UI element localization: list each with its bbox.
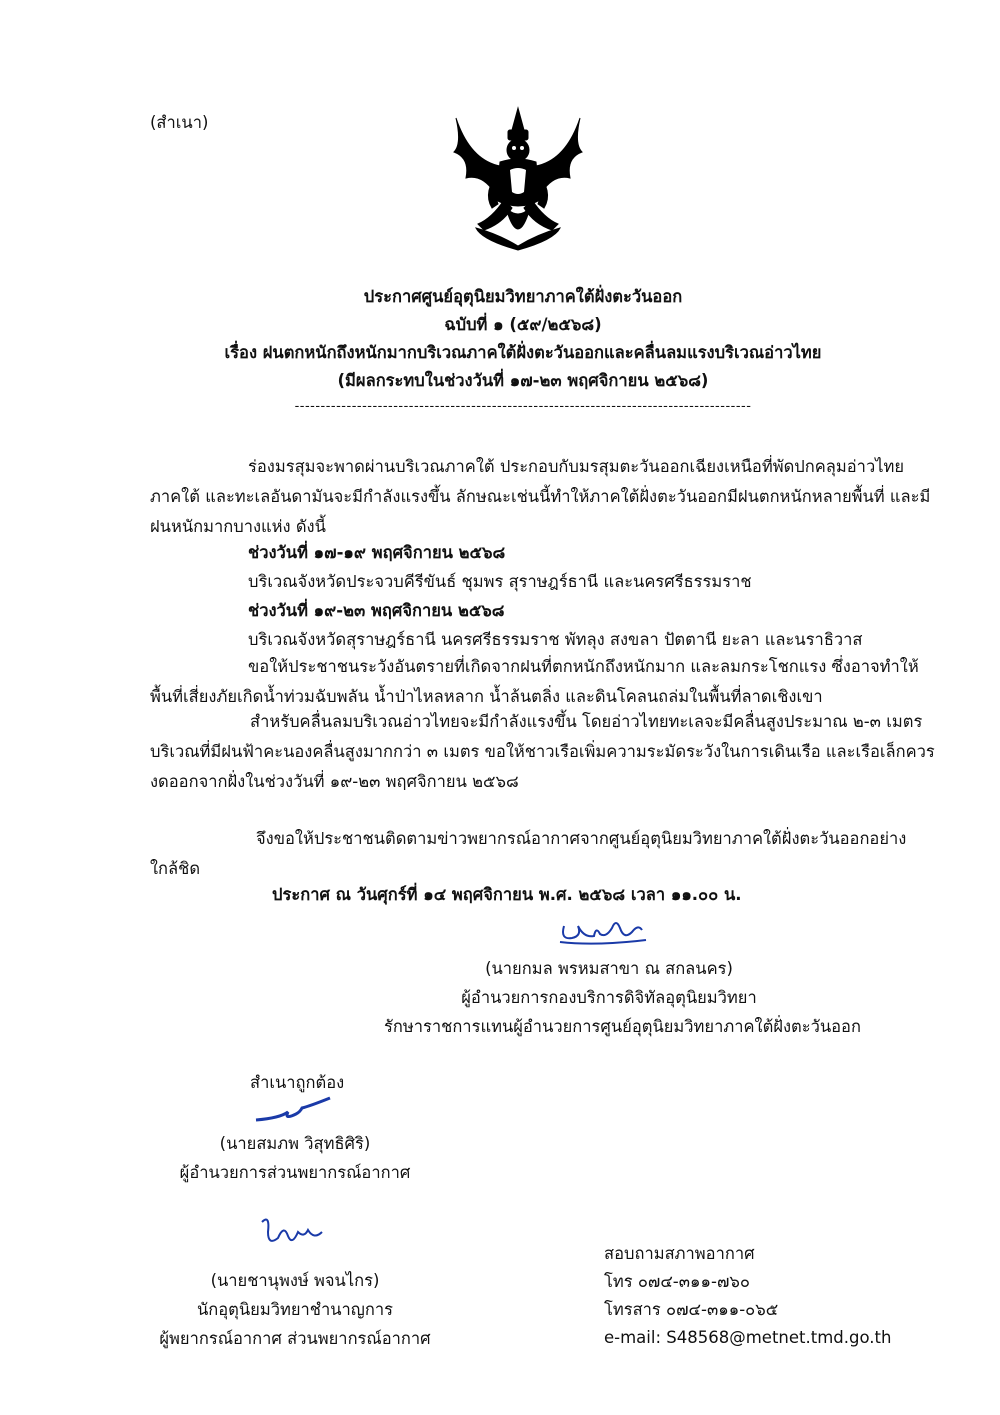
announcement-title: ประกาศศูนย์อุตุนิยมวิทยาภาคใต้ฝั่งตะวันออก xyxy=(363,287,683,306)
director-position: ผู้อำนวยการกองบริการดิจิทัลอุตุนิยมวิทยา xyxy=(461,988,757,1007)
certifier-position: ผู้อำนวยการส่วนพยากรณ์อากาศ xyxy=(179,1163,411,1182)
announcement-issue: ฉบับที่ ๑ (๕๙/๒๕๖๘) xyxy=(444,315,602,334)
waves-warning-paragraph xyxy=(150,707,935,797)
paragraph-line: จึงขอให้ประชาชนติดตามข่าวพยากรณ์อากาศจากศูนย์อุตุนิยมวิทยาภาคใต้ฝั่งตะวันออกอย่าง xyxy=(256,829,907,848)
copy-label: (สำเนา) xyxy=(150,113,209,132)
director-signature xyxy=(556,912,650,946)
forecaster-name: (นายชานุพงษ์ พจนไกร) xyxy=(210,1271,380,1290)
paragraph-line: บริเวณที่มีฝนฟ้าคะนองคลื่นสูงมากกว่า ๓ เมตร ขอให้ชาวเรือเพิ่มความระมัดระวังในการเดินเรือ และเรือเล็กควร xyxy=(150,742,935,761)
paragraph-line: ร่องมรสุมจะพาดผ่านบริเวณภาคใต้ ประกอบกับมรสุมตะวันออกเฉียงเหนือที่พัดปกคลุมอ่าวไทย xyxy=(248,457,905,476)
announcement-effect-period: (มีผลกระทบในช่วงวันที่ ๑๗-๒๓ พฤศจิกายน ๒๕๖๘) xyxy=(337,371,709,390)
paragraph-line: งดออกจากฝั่งในช่วงวันที่ ๑๙-๒๓ พฤศจิกายน ๒๕๖๘ xyxy=(150,772,519,791)
forecaster-position: นักอุตุนิยมวิทยาชำนาญการ xyxy=(197,1300,393,1319)
certifier-name: (นายสมภพ วิสุทธิศิริ) xyxy=(219,1134,371,1153)
paragraph-line: ฝนหนักมากบางแห่ง ดังนี้ xyxy=(150,517,326,536)
announcement-subject: เรื่อง ฝนตกหนักถึงหนักมากบริเวณภาคใต้ฝั่งตะวันออกและคลื่นลมแรงบริเวณอ่าวไทย xyxy=(224,343,822,362)
announcement-date: ประกาศ ณ วันศุกร์ที่ ๑๔ พฤศจิกายน พ.ศ. ๒๕๖๘ เวลา ๑๑.๐๐ น. xyxy=(272,885,742,904)
forecaster-signature xyxy=(258,1212,328,1252)
weather-summary-paragraph xyxy=(150,452,931,542)
certified-copy-label: สำเนาถูกต้อง xyxy=(250,1073,345,1092)
paragraph-line: ใกล้ชิด xyxy=(150,859,201,878)
paragraph-line: ขอให้ประชาชนระวังอันตรายที่เกิดจากฝนที่ตกหนักถึงหนักมาก และลมกระโชกแรง ซึ่งอาจทำให้ xyxy=(248,657,919,676)
period-1-areas: บริเวณจังหวัดประจวบคีรีขันธ์ ชุมพร สุราษฎร์ธานี และนครศรีธรรมราช xyxy=(248,572,752,591)
paragraph-line: พื้นที่เสี่ยงภัยเกิดน้ำท่วมฉับพลัน น้ำป่าไหลหลาก น้ำล้นตลิ่ง และดินโคลนถล่มในพื้นที่ลาดเชิงเขา xyxy=(150,687,823,706)
forecaster-role: ผู้พยากรณ์อากาศ ส่วนพยากรณ์อากาศ xyxy=(159,1329,431,1348)
director-acting-position: รักษาราชการแทนผู้อำนวยการศูนย์อุตุนิยมวิทยาภาคใต้ฝั่งตะวันออก xyxy=(384,1017,861,1036)
hazard-warning-paragraph xyxy=(150,652,919,712)
follow-news-paragraph xyxy=(150,824,907,884)
certifier-signature xyxy=(250,1094,334,1128)
contact-heading: สอบถามสภาพอากาศ xyxy=(604,1244,755,1263)
paragraph-line: สำหรับคลื่นลมบริเวณอ่าวไทยจะมีกำลังแรงขึ้น โดยอ่าวไทยทะเลจะมีคลื่นสูงประมาณ ๒-๓ เมตร xyxy=(250,712,923,731)
contact-email[interactable]: e-mail: S48568@metnet.tmd.go.th xyxy=(604,1328,892,1347)
header-divider: ---------------------------------------------------------------------------------------- xyxy=(294,399,752,414)
paragraph-line: ภาคใต้ และทะเลอันดามันจะมีกำลังแรงขึ้น ลักษณะเช่นนี้ทำให้ภาคใต้ฝั่งตะวันออกมีฝนตกหนักหลายพื้นที่ และมี xyxy=(150,487,931,506)
contact-phone: โทร ๐๗๔-๓๑๑-๗๖๐ xyxy=(604,1272,750,1291)
period-2-heading: ช่วงวันที่ ๑๙-๒๓ พฤศจิกายน ๒๕๖๘ xyxy=(248,601,505,620)
period-1-heading: ช่วงวันที่ ๑๗-๑๙ พฤศจิกายน ๒๕๖๘ xyxy=(248,543,506,562)
period-2-areas: บริเวณจังหวัดสุราษฎร์ธานี นครศรีธรรมราช พัทลุง สงขลา ปัตตานี ยะลา และนราธิวาส xyxy=(248,630,863,649)
contact-fax: โทรสาร ๐๗๔-๓๑๑-๐๖๕ xyxy=(604,1300,779,1319)
garuda-emblem xyxy=(448,100,588,252)
director-name: (นายกมล พรหมสาขา ณ สกลนคร) xyxy=(485,959,733,978)
